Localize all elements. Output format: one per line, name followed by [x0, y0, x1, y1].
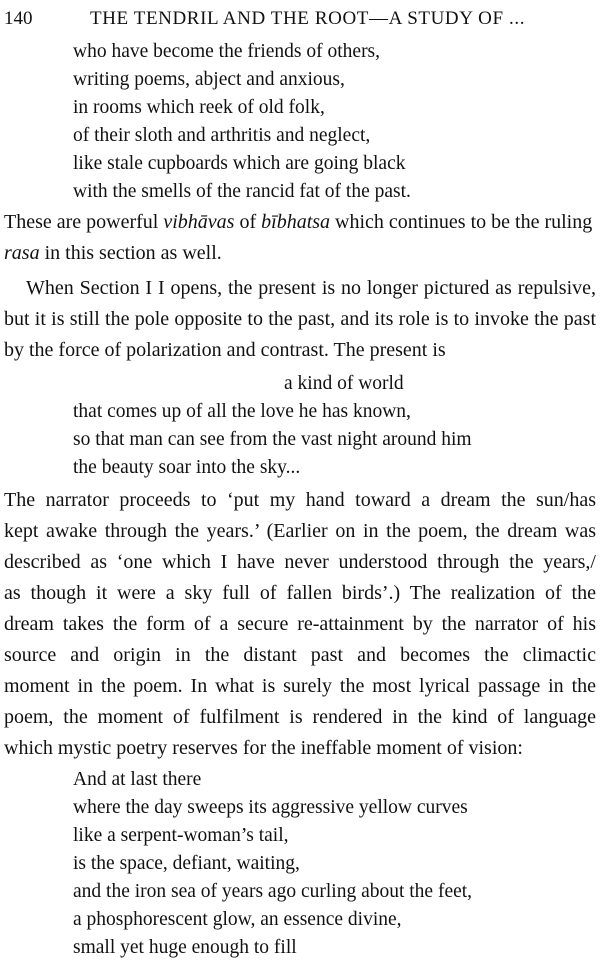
verse-line: a kind of world — [284, 373, 404, 394]
text-run: of — [234, 211, 262, 233]
paragraph-line: by the force of polarization and contrast. The present is — [4, 339, 446, 361]
verse-line: where the day sweeps its aggressive yellow curves — [73, 797, 468, 818]
verse-line: a phosphorescent glow, an essence divine, — [73, 909, 402, 930]
paragraph-line — [4, 207, 596, 238]
paragraph-line: as though it were a sky full of fallen birds’.) The realization of the — [4, 582, 596, 604]
paragraph-line: poem, the moment of fulfilment is rendered in the kind of language — [4, 706, 596, 728]
verse-line: that comes up of all the love he has known, — [73, 401, 411, 422]
italic-term-rasa: rasa — [4, 242, 40, 264]
paragraph-1 — [4, 207, 596, 269]
verse-block-2 — [73, 370, 472, 482]
paragraph-line: but it is still the pole opposite to the past, and its role is to invoke the past — [4, 308, 596, 330]
verse-line: of their sloth and arthritis and neglect, — [73, 125, 371, 146]
paragraph-line: dream takes the form of a secure re-attainment by the narrator of his — [4, 613, 596, 635]
paragraph-line — [4, 238, 596, 269]
verse-line: so that man can see from the vast night around him — [73, 429, 472, 450]
paragraph-line: which mystic poetry reserves for the ineffable moment of vision: — [4, 737, 523, 759]
paragraph-line: kept awake through the years.’ (Earlier on in the poem, the dream was — [4, 520, 596, 542]
verse-line: like a serpent-woman’s tail, — [73, 825, 289, 846]
page-header — [0, 4, 600, 34]
paragraph-3 — [4, 485, 596, 764]
paragraph-line: source and origin in the distant past and becomes the climactic — [4, 644, 596, 666]
text-run: which continues to be the ruling — [330, 211, 593, 233]
page-number: 140 — [4, 8, 33, 29]
verse-line: the beauty soar into the sky... — [73, 457, 301, 478]
italic-term-bibhatsa: bībhatsa — [261, 211, 331, 233]
verse-block-1 — [73, 38, 411, 206]
paragraph-2 — [4, 273, 596, 366]
verse-line: like stale cupboards which are going black — [73, 153, 406, 174]
paragraph-line: When Section I I opens, the present is no longer pictured as repulsive, — [26, 277, 596, 299]
verse-line: writing poems, abject and anxious, — [73, 69, 345, 90]
text-run: These are powerful — [4, 211, 164, 233]
paragraph-line: The narrator proceeds to ‘put my hand toward a dream the sun/has — [4, 489, 596, 511]
verse-line: is the space, defiant, waiting, — [73, 853, 300, 874]
verse-line: And at last there — [73, 769, 202, 790]
verse-block-3 — [73, 766, 472, 962]
running-title: THE TENDRIL AND THE ROOT—A STUDY OF ... — [90, 8, 526, 29]
text-run: in this section as well. — [39, 242, 222, 264]
italic-term-vibhavas: vibhāvas — [163, 211, 235, 233]
verse-line: and the iron sea of years ago curling about the feet, — [73, 881, 473, 902]
paragraph-line: described as ‘one which I have never understood through the years,/ — [4, 551, 596, 573]
verse-line: small yet huge enough to fill — [73, 937, 297, 958]
verse-line: in rooms which reek of old folk, — [73, 97, 325, 118]
verse-line: who have become the friends of others, — [73, 41, 381, 62]
verse-line: with the smells of the rancid fat of the past. — [73, 181, 411, 202]
paragraph-line: moment in the poem. In what is surely the most lyrical passage in the — [4, 675, 596, 697]
